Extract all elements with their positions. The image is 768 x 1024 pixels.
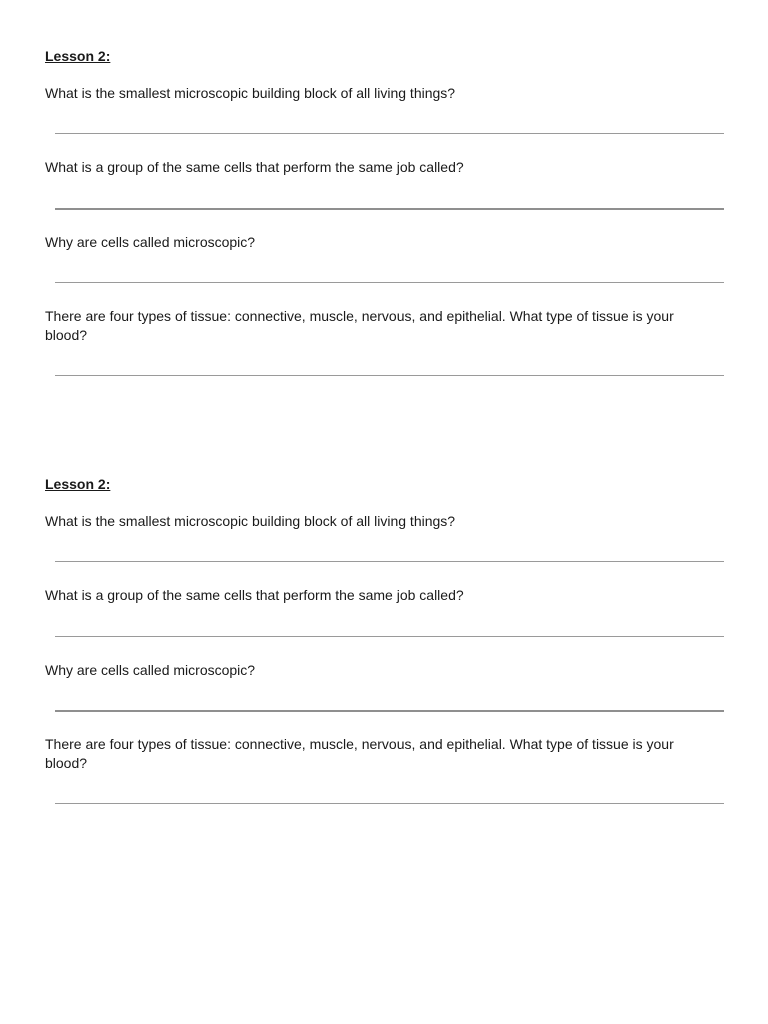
answer-line-1[interactable] (55, 561, 724, 562)
answer-line-3[interactable] (55, 710, 724, 712)
question-4: There are four types of tissue: connective, muscle, nervous, and epithelial. What type of tissue is your blood? (45, 736, 674, 771)
answer-line-4[interactable] (55, 375, 724, 376)
question-2: What is a group of the same cells that perform the same job called? (45, 587, 464, 603)
answer-line-2[interactable] (55, 636, 724, 637)
lesson-title: Lesson 2: (45, 476, 111, 492)
question-1: What is the smallest microscopic building block of all living things? (45, 85, 456, 101)
answer-line-4[interactable] (55, 803, 724, 804)
question-2: What is a group of the same cells that perform the same job called? (45, 159, 464, 175)
question-1: What is the smallest microscopic building block of all living things? (45, 513, 456, 529)
answer-line-1[interactable] (55, 133, 724, 134)
question-4: There are four types of tissue: connective, muscle, nervous, and epithelial. What type of tissue is your blood? (45, 308, 674, 343)
question-3: Why are cells called microscopic? (45, 662, 256, 678)
answer-line-2[interactable] (55, 208, 724, 210)
question-3: Why are cells called microscopic? (45, 234, 256, 250)
lesson-title: Lesson 2: (45, 48, 111, 64)
answer-line-3[interactable] (55, 282, 724, 283)
